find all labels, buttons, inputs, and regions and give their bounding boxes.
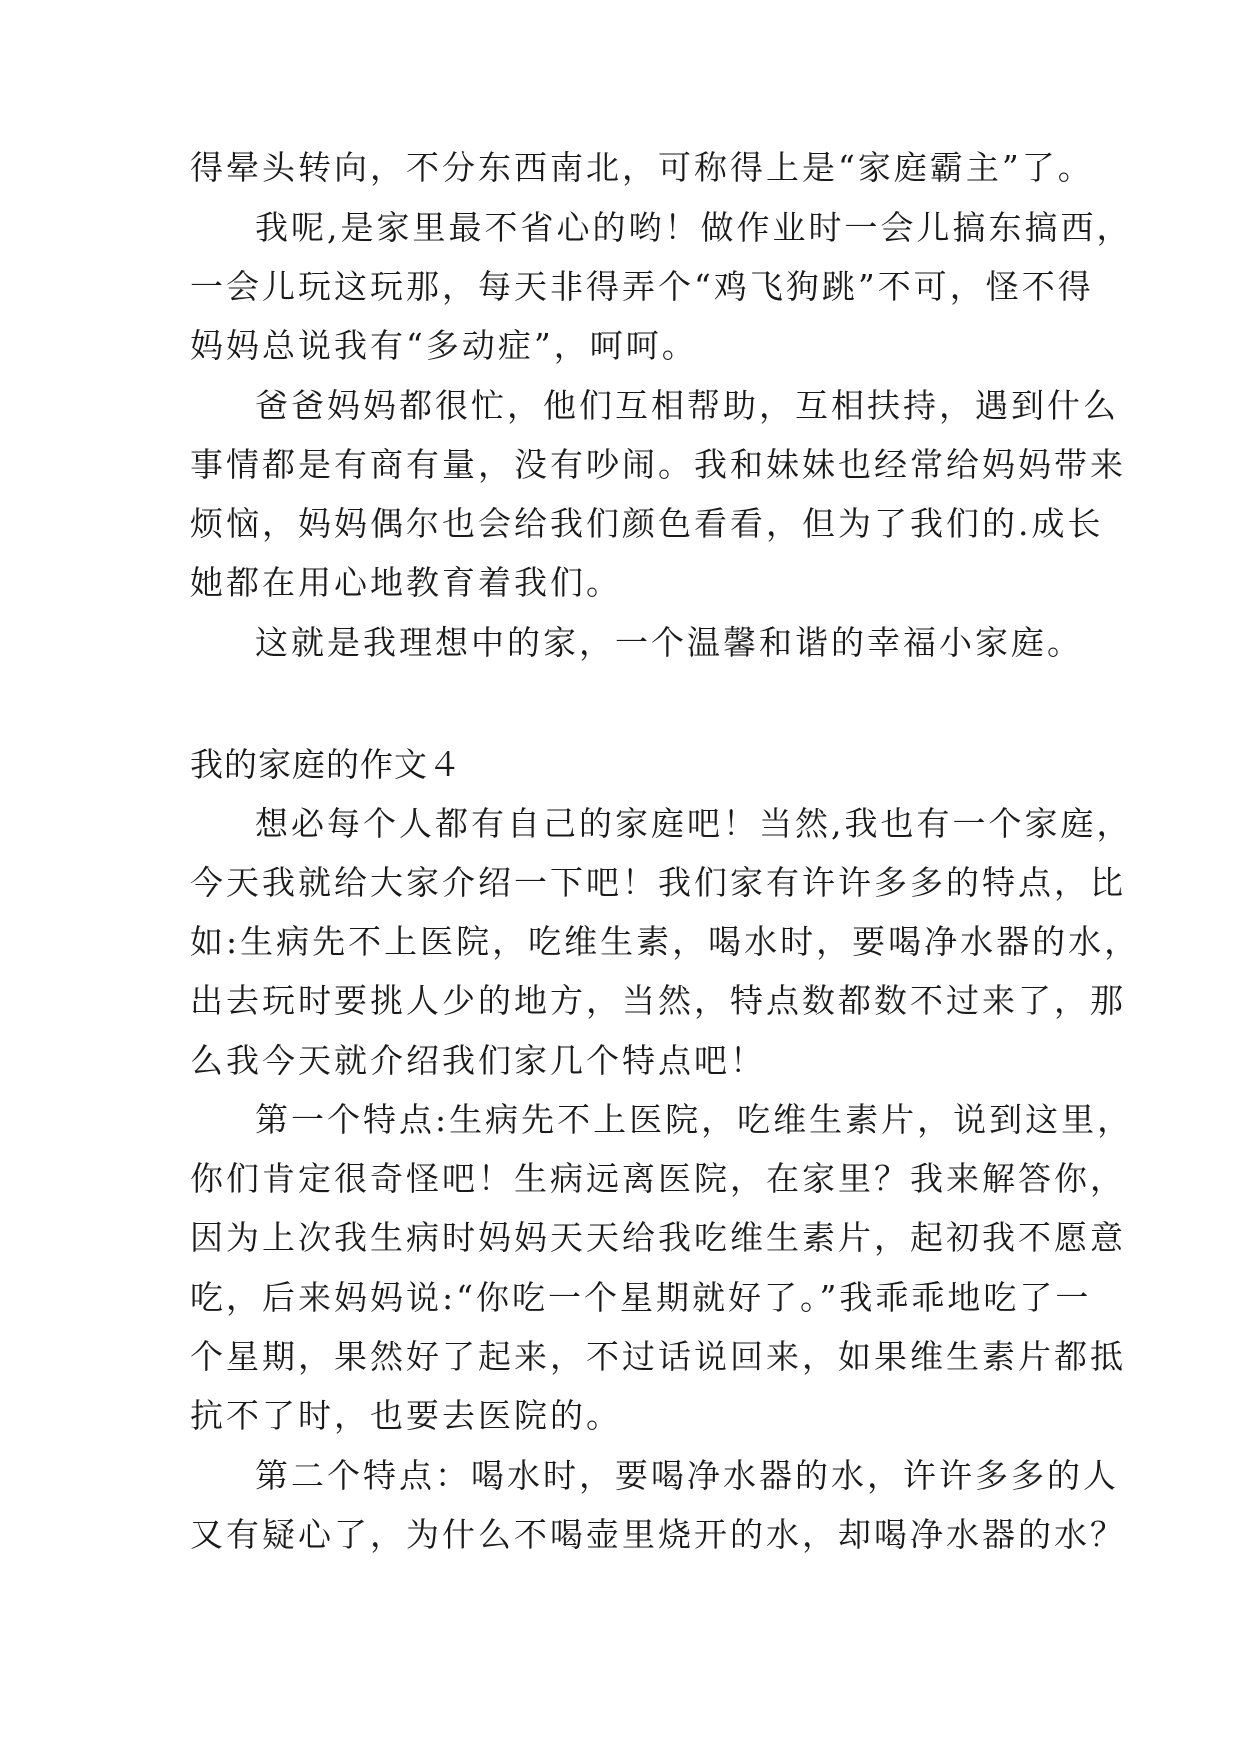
text-line: 又有疑心了，为什么不喝壶里烧开的水，却喝净水器的水？: [190, 1515, 1126, 1554]
text-line: 事情都是有商有量，没有吵闹。我和妹妹也经常给妈妈带来: [190, 445, 1126, 484]
text-line: 你们肯定很奇怪吧！生病远离医院，在家里？我来解答你，: [190, 1159, 1126, 1198]
text-line: 吃，后来妈妈说:“你吃一个星期就好了。”我乖乖地吃了一: [190, 1278, 1092, 1317]
text-line: 如:生病先不上医院，吃维生素，喝水时，要喝净水器的水，: [190, 922, 1141, 961]
paragraph-start-line: 第二个特点：喝水时，要喝净水器的水，许许多多的人: [255, 1456, 1119, 1495]
text-line: 得晕头转向，不分东西南北，可称得上是“家庭霸主”了。: [190, 148, 1094, 187]
text-line: 出去玩时要挑人少的地方，当然，特点数都数不过来了，那: [190, 981, 1126, 1020]
text-line: 她都在用心地教育着我们。: [190, 563, 622, 602]
paragraph-start-line: 想必每个人都有自己的家庭吧！当然,我也有一个家庭，: [255, 804, 1133, 843]
text-line: 今天我就给大家介绍一下吧！我们家有许许多多的特点，比: [190, 863, 1126, 902]
paragraph-start-line: 我呢,是家里最不省心的哟！做作业时一会儿搞东搞西，: [255, 208, 1133, 247]
text-line: 因为上次我生病时妈妈天天给我吃维生素片，起初我不愿意: [190, 1218, 1126, 1257]
text-line: 烦恼，妈妈偶尔也会给我们颜色看看，但为了我们的.成长: [190, 504, 1104, 543]
paragraph-start-line: 爸爸妈妈都很忙，他们互相帮助，互相扶持，遇到什么: [255, 386, 1119, 425]
paragraph-start-line: 第一个特点:生病先不上医院，吃维生素片，说到这里，: [255, 1100, 1134, 1139]
text-line: 个星期，果然好了起来，不过话说回来，如果维生素片都抵: [190, 1337, 1126, 1376]
section-heading: 我的家庭的作文４: [190, 745, 462, 784]
text-line: 抗不了时，也要去医院的。: [190, 1396, 622, 1435]
paragraph-start-line: 这就是我理想中的家，一个温馨和谐的幸福小家庭。: [255, 623, 1083, 662]
text-line: 么我今天就介绍我们家几个特点吧！: [190, 1041, 766, 1080]
text-line: 一会儿玩这玩那，每天非得弄个“鸡飞狗跳”不可，怪不得: [190, 267, 1094, 306]
text-line: 妈妈总说我有“多动症”，呵呵。: [190, 326, 698, 365]
